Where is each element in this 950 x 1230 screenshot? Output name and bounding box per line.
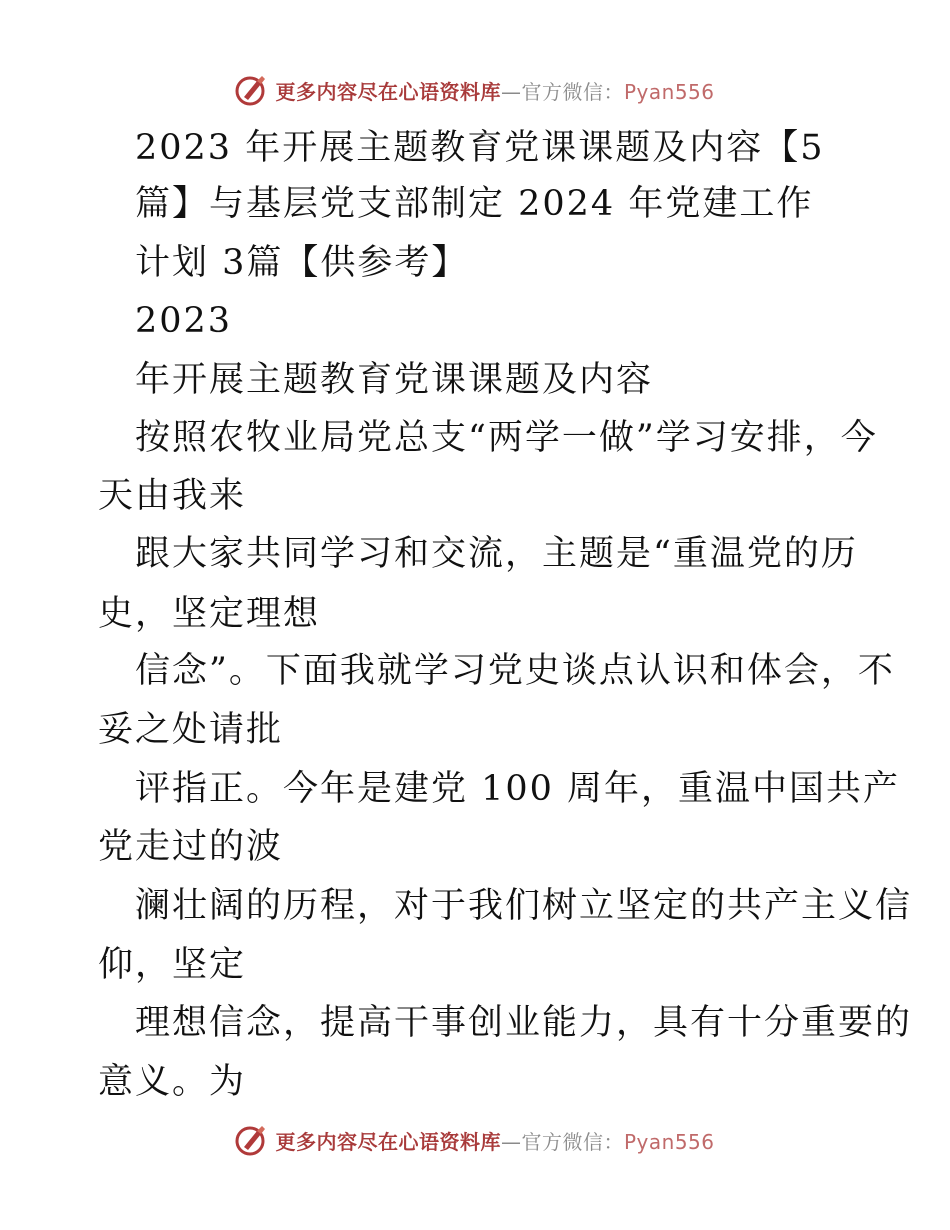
banner-site-text: 更多内容尽在心语资料库 xyxy=(275,1129,501,1154)
document-line: 妥之处请批 xyxy=(98,710,284,750)
document-line: 党走过的波 xyxy=(98,827,284,867)
banner-dash: — xyxy=(500,79,522,104)
document-line: 篇】与基层党支部制定 2024 年党建工作 xyxy=(135,184,814,224)
banner-dash: — xyxy=(500,1129,522,1154)
banner-text xyxy=(275,1126,714,1155)
footer-banner xyxy=(0,1120,950,1160)
document-line: 年开展主题教育党课课题及内容 xyxy=(135,360,654,400)
banner-site-text: 更多内容尽在心语资料库 xyxy=(275,79,501,104)
document-line: 2023 xyxy=(135,301,233,341)
banner-wechat-label: 官方微信： xyxy=(521,79,624,104)
banner-wechat-id: Pyan556 xyxy=(623,1129,715,1154)
document-line: 史，坚定理想 xyxy=(98,594,321,634)
document-line: 意义。为 xyxy=(98,1062,247,1102)
pen-logo-icon xyxy=(235,1123,269,1157)
banner-wechat-label: 官方微信： xyxy=(521,1129,624,1154)
document-line: 仰，坚定 xyxy=(98,945,247,985)
document-line: 澜壮阔的历程，对于我们树立坚定的共产主义信 xyxy=(135,886,913,926)
document-line: 跟大家共同学习和交流，主题是“重温党的历 xyxy=(135,534,858,574)
document-line: 评指正。今年是建党 100 周年，重温中国共产 xyxy=(135,769,901,809)
document-line: 信念”。下面我就学习党史谈点认识和体会，不 xyxy=(135,651,895,691)
document-line: 理想信念，提高干事创业能力，具有十分重要的 xyxy=(135,1003,913,1043)
document-line: 计划 3篇【供参考】 xyxy=(135,243,469,283)
document-line: 2023 年开展主题教育党课课题及内容【5 xyxy=(135,128,825,168)
document-line: 天由我来 xyxy=(98,476,247,516)
banner-wechat-id: Pyan556 xyxy=(623,79,715,104)
document-line: 按照农牧业局党总支“两学一做”学习安排，今 xyxy=(135,418,878,458)
